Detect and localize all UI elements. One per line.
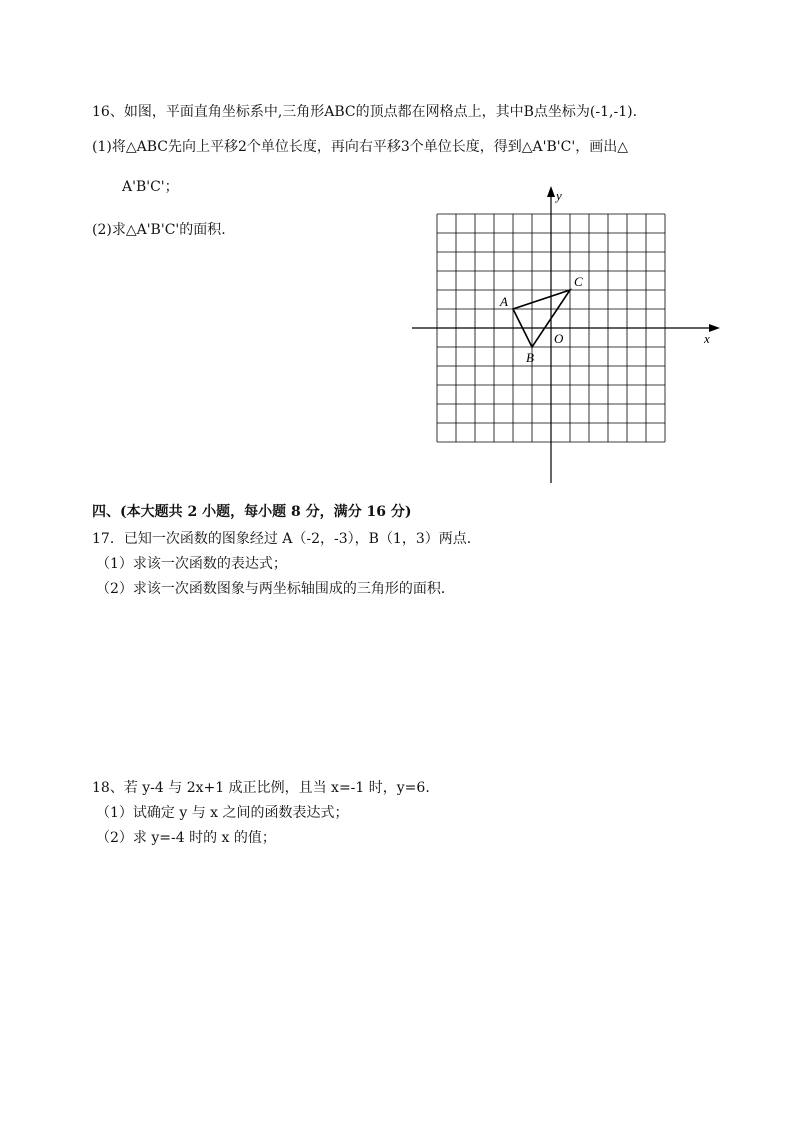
- vertex-label-a: A: [500, 294, 508, 309]
- origin-label: O: [554, 331, 564, 346]
- x-axis: [412, 324, 720, 332]
- q16-part1: (1)将△ABC先向上平移2个单位长度，再向右平移3个单位长度，得到△A'B'C'，画出△: [92, 139, 628, 155]
- x-axis-arrow-icon: [709, 324, 720, 332]
- y-axis-arrow-icon: [547, 186, 555, 197]
- q18-intro: 18、若 y-4 与 2x+1 成正比例，且当 x=-1 时，y=6.: [92, 780, 430, 796]
- y-axis-label: y: [556, 188, 562, 203]
- q16-intro: 16、如图，平面直角坐标系中,三角形ABC的顶点都在网格点上，其中B点坐标为(-1,-1).: [92, 104, 638, 120]
- vertex-label-c: C: [574, 274, 583, 289]
- triangle-abc: [499, 274, 583, 365]
- section4-heading: 四、(本大题共 2 小题，每小题 8 分，满分 16 分): [92, 504, 412, 520]
- vertex-label-b: B: [526, 350, 534, 365]
- q16-part2: (2)求△A'B'C'的面积.: [92, 222, 226, 238]
- q18-part1: （1）试确定 y 与 x 之间的函数表达式；: [96, 805, 349, 821]
- q17-part1: （1）求该一次函数的表达式；: [96, 556, 287, 572]
- x-axis-label: x: [704, 331, 710, 346]
- q18-part2: （2）求 y=-4 时的 x 的值；: [96, 830, 276, 846]
- q16-part1-continued: A'B'C'；: [122, 179, 179, 195]
- q17-intro: 17．已知一次函数的图象经过 A（-2，-3），B（1，3）两点．: [92, 531, 481, 547]
- q17-part2: （2）求该一次函数图象与两坐标轴围成的三角形的面积．: [96, 581, 455, 597]
